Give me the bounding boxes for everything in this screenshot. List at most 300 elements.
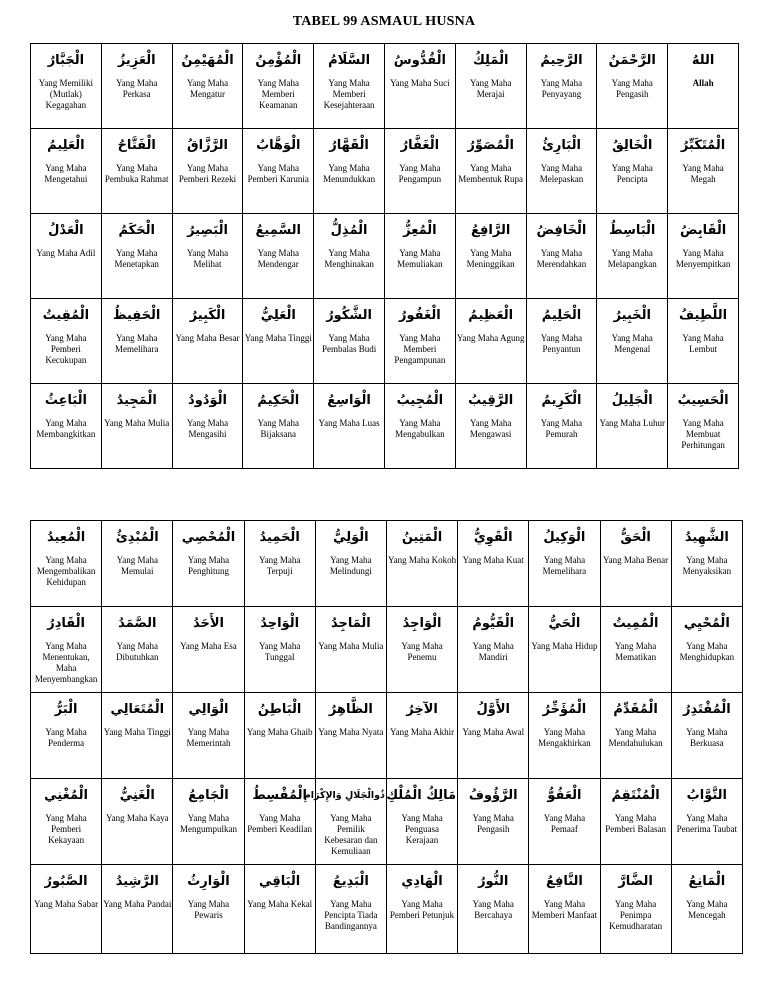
meaning-text: Yang Maha Tinggi (244, 333, 312, 343)
table-row (31, 779, 743, 865)
name-cell (172, 299, 243, 384)
arabic-name: الْغَفُورُ (399, 308, 441, 323)
arabic-name: الرَّشِيدُ (115, 874, 159, 889)
meaning-text: Yang Maha Pembalas Budi (321, 333, 377, 354)
name-cell (458, 779, 529, 865)
name-cell (244, 607, 315, 693)
table-row (31, 299, 739, 384)
meaning-text: Yang Maha Pemurah (540, 418, 583, 439)
meaning-text: Yang Maha Memelihara (114, 333, 159, 354)
arabic-name: الْهَادِي (401, 874, 443, 889)
meaning-text: Yang Maha Pemilik Kebesaran dan Kemuliaan (324, 813, 378, 856)
meaning-text: Yang Maha Menyempitkan (675, 248, 731, 269)
meaning-text: Yang Maha Esa (180, 641, 237, 651)
arabic-name: الْحَيُّ (548, 616, 581, 631)
name-cell (101, 299, 172, 384)
meaning-text: Yang Maha Penderma (45, 727, 87, 748)
arabic-name: الْمُؤَخِّرُ (542, 702, 587, 717)
arabic-name: الْبَارِئُ (542, 138, 581, 153)
name-cell (529, 607, 600, 693)
name-cell (173, 865, 244, 954)
name-cell (455, 129, 526, 214)
arabic-name: الْعَدْلُ (48, 223, 84, 238)
meaning-text: Yang Maha Kaya (105, 813, 169, 823)
meaning-text: Yang Maha Merendahkan (536, 248, 587, 269)
arabic-name: الصَّمَدُ (118, 616, 157, 631)
arabic-name: الْبَاطِنُ (257, 702, 302, 717)
meaning-text: Yang Maha Penyayang (540, 78, 583, 99)
name-cell (314, 129, 385, 214)
meaning-text: Yang Maha Mencegah (686, 899, 728, 920)
name-cell (455, 44, 526, 129)
name-cell (31, 384, 102, 469)
arabic-name: الْخَبِيرُ (613, 308, 651, 323)
name-cell (529, 865, 600, 954)
meaning-text: Yang Maha Terpuji (258, 555, 301, 576)
table-row (31, 521, 743, 607)
name-cell (529, 693, 600, 779)
arabic-name: الْقَادِرُ (47, 616, 85, 631)
name-cell (173, 607, 244, 693)
arabic-name: الْمُتَكَبِّرُ (680, 138, 726, 153)
meaning-text: Yang Maha Pemberi Kekayaan (45, 813, 87, 845)
name-cell (101, 214, 172, 299)
name-cell (597, 44, 668, 129)
arabic-name: الْعَفُوُّ (547, 788, 582, 803)
name-cell (315, 607, 386, 693)
arabic-name: الظَّاهِرُ (328, 702, 373, 717)
meaning-text: Yang Maha Benar (603, 555, 669, 565)
arabic-name: الْبَدِيعُ (332, 874, 369, 889)
arabic-name: الْبَصِيرُ (187, 223, 228, 238)
meaning-text: Yang Maha Pemberi Rezeki (178, 163, 237, 184)
name-cell (31, 865, 102, 954)
table-row (31, 607, 743, 693)
name-cell (668, 299, 739, 384)
arabic-name: اللَّطِيفُ (679, 308, 728, 323)
table-row (31, 865, 743, 954)
arabic-name: الْوَلِيُّ (333, 530, 369, 545)
name-cell (314, 44, 385, 129)
name-cell (526, 44, 597, 129)
meaning-text: Yang Maha Memuliakan (397, 248, 443, 269)
meaning-text: Yang Maha Penyantun (540, 333, 583, 354)
arabic-name: التَّوَّابُ (686, 788, 727, 803)
arabic-name: الْعَلِيمُ (47, 138, 85, 153)
asmaul-husna-table-1 (30, 43, 739, 469)
meaning-text: Yang Maha Pengasih (611, 78, 653, 99)
arabic-name: الضَّارَّ (618, 874, 653, 889)
name-cell (314, 299, 385, 384)
name-cell (243, 129, 314, 214)
meaning-text: Yang Maha Tinggi (103, 727, 171, 737)
meaning-text: Yang Maha Luhur (599, 418, 666, 428)
arabic-name: الْبَرُّ (54, 702, 78, 717)
arabic-name: الرَّافِعُ (471, 223, 511, 238)
arabic-name: الآخِرُ (406, 702, 438, 717)
name-cell (671, 779, 742, 865)
meaning-text: Yang Maha Nyata (318, 727, 384, 737)
name-cell (671, 865, 742, 954)
arabic-name: الْقَوِيُّ (473, 530, 513, 545)
name-cell (244, 693, 315, 779)
arabic-name: الْحَفِيظُ (113, 308, 161, 323)
arabic-name: الْقَهَّارُ (329, 138, 369, 153)
name-cell (458, 521, 529, 607)
meaning-text: Yang Maha Memberi Manfaat (531, 899, 598, 920)
arabic-name: الْغَفَّارُ (400, 138, 440, 153)
arabic-name: الرَّؤُوفُ (468, 788, 518, 803)
arabic-name: الْمَانِعُ (688, 874, 726, 889)
arabic-name: الْجَامِعُ (188, 788, 229, 803)
arabic-name: الْعَزِيزُ (117, 53, 156, 68)
name-cell (172, 384, 243, 469)
name-cell (671, 693, 742, 779)
name-cell (315, 693, 386, 779)
meaning-text: Yang Maha Hidup (531, 641, 598, 651)
arabic-name: الْوَاسِعُ (327, 393, 371, 408)
meaning-text: Yang Maha Kuat (462, 555, 524, 565)
name-cell (526, 129, 597, 214)
arabic-name: الْخَالِقُ (612, 138, 653, 153)
arabic-name: الْمُنْتَقِمُ (611, 788, 660, 803)
meaning-text: Yang Maha Memerintah (186, 727, 231, 748)
arabic-name: الْمُقِيتُ (42, 308, 90, 323)
name-cell (386, 865, 457, 954)
name-cell (31, 693, 102, 779)
arabic-name: النَّافِعُ (545, 874, 583, 889)
arabic-name: الْقُدُّوسُ (393, 53, 446, 68)
meaning-text: Yang Maha Mulia (104, 418, 170, 428)
arabic-name: الْوَالِي (188, 702, 229, 717)
meaning-text: Yang Maha Pemberi Keadilan (247, 813, 313, 834)
name-cell (386, 693, 457, 779)
name-cell (172, 129, 243, 214)
arabic-name: الْمُصَوِّرُ (467, 138, 514, 153)
meaning-text: Yang Maha Menghidupkan (679, 641, 735, 662)
meaning-text: Yang Maha Sabar (34, 899, 99, 909)
meaning-text: Yang Maha Luas (318, 418, 380, 428)
name-cell (668, 214, 739, 299)
arabic-name: النُّورُ (478, 874, 509, 889)
meaning-text: Allah (692, 78, 714, 88)
meaning-text: Yang Maha Pewaris (187, 899, 230, 920)
name-cell (597, 299, 668, 384)
meaning-text: Yang Maha Pemberi Karunia (247, 163, 309, 184)
name-cell (384, 384, 455, 469)
arabic-name: الرَّحِيمُ (540, 53, 583, 68)
meaning-text: Yang Maha Penerima Taubat (676, 813, 738, 834)
arabic-name: الْمُحْيِي (683, 616, 730, 631)
arabic-name: الْوَاحِدُ (260, 616, 300, 631)
name-cell (172, 214, 243, 299)
meaning-text: Yang Maha Pembuka Rahmat (104, 163, 169, 184)
arabic-name: مَالِكُ الْمُلْكِ (386, 788, 457, 803)
arabic-name: الْحَسِيبُ (677, 393, 729, 408)
meaning-text: Yang Maha Pemberi Petunjuk (389, 899, 455, 920)
name-cell (314, 384, 385, 469)
arabic-name: الْحَكَمُ (118, 223, 155, 238)
arabic-name: الْمُمِيتُ (612, 616, 659, 631)
meaning-text: Yang Maha Perkasa (116, 78, 158, 99)
arabic-name: الْوَهَّابُ (256, 138, 301, 153)
name-cell (668, 44, 739, 129)
arabic-name: الْمُتَعَالِي (110, 702, 165, 717)
arabic-name: الْوَدُودُ (188, 393, 227, 408)
meaning-text: Yang Maha Bijaksana (257, 418, 299, 439)
arabic-name: الرَّقِيبُ (468, 393, 514, 408)
arabic-name: السَّمِيعُ (255, 223, 302, 238)
arabic-name: الْمُجِيبُ (396, 393, 444, 408)
meaning-text: Yang Maha Membangkitkan (36, 418, 96, 439)
meaning-text: Yang Maha Dibutuhkan (116, 641, 159, 662)
meaning-text: Yang Maha Melindungi (329, 555, 372, 576)
meaning-text: Yang Maha Menyaksikan (682, 555, 732, 576)
arabic-name: السَّلَامُ (328, 53, 371, 68)
name-cell (244, 865, 315, 954)
name-cell (244, 521, 315, 607)
meaning-text: Yang Maha Awal (462, 727, 525, 737)
page-title: TABEL 99 ASMAUL HUSNA (292, 14, 476, 29)
meaning-text: Yang Maha Memulai (116, 555, 158, 576)
name-cell (384, 44, 455, 129)
name-cell (600, 693, 671, 779)
meaning-text: Yang Maha Membuat Perhitungan (681, 418, 725, 450)
meaning-text: Yang Maha Mengetahui (44, 163, 88, 184)
arabic-name: الْحَكِيمُ (257, 393, 300, 408)
arabic-name: الْوَكِيلُ (543, 530, 586, 545)
name-cell (303, 779, 386, 865)
meaning-text: Yang Maha Tunggal (258, 641, 301, 662)
meaning-text: Yang Maha Mengawasi (469, 418, 512, 439)
arabic-name: الْوَارِثُ (187, 874, 230, 889)
arabic-name: الشَّهِيدُ (684, 530, 729, 545)
name-cell (384, 299, 455, 384)
name-cell (384, 129, 455, 214)
meaning-text: Yang Maha Pencipta Tiada Bandingannya (324, 899, 378, 931)
asmaul-husna-table-2 (30, 520, 743, 954)
arabic-name: ذُوالْجَلَالِ وَالإِكْرَامِ (303, 790, 385, 801)
meaning-text: Yang Maha Memberi Pengampunan (394, 333, 446, 365)
meaning-text: Yang Maha Mengasihi (186, 418, 229, 439)
meaning-text: Yang Maha Akhir (389, 727, 455, 737)
name-cell (102, 865, 173, 954)
arabic-name: الْمَجِيدُ (116, 393, 157, 408)
meaning-text: Yang Maha Melapangkan (607, 248, 657, 269)
name-cell (101, 384, 172, 469)
meaning-text: Yang Maha Agung (456, 333, 525, 343)
meaning-text: Yang Maha Megah (682, 163, 724, 184)
arabic-name: الْمُقَدِّمُ (613, 702, 658, 717)
meaning-text: Yang Maha Mulia (318, 641, 384, 651)
meaning-text: Yang Maha Ghaib (246, 727, 313, 737)
meaning-text: Yang Maha Merajai (470, 78, 512, 99)
meaning-text: Yang Maha Mandiri (472, 641, 514, 662)
name-cell (597, 129, 668, 214)
arabic-name: الْمُبْدِئُ (115, 530, 159, 545)
meaning-text: Yang Maha Mengumpulkan (179, 813, 237, 834)
meaning-text: Yang Maha Penghitung (187, 555, 230, 576)
name-cell (102, 607, 173, 693)
arabic-name: الْعَظِيمُ (468, 308, 514, 323)
name-cell (386, 521, 457, 607)
name-cell (526, 214, 597, 299)
name-cell (600, 865, 671, 954)
arabic-name: الشَّكُورُ (326, 308, 372, 323)
meaning-text: Yang Maha Memberi Kesejahteraan (323, 78, 375, 110)
arabic-name: الْوَاجِدُ (402, 616, 442, 631)
meaning-text: Yang Maha Kokoh (387, 555, 457, 565)
arabic-name: الْحَقُّ (620, 530, 651, 545)
name-cell (597, 214, 668, 299)
arabic-name: الْبَاسِطُ (609, 223, 656, 238)
name-cell (173, 693, 244, 779)
meaning-text: Yang Maha Memberi Keamanan (257, 78, 299, 110)
table-row (31, 693, 743, 779)
name-cell (455, 384, 526, 469)
name-cell (384, 214, 455, 299)
arabic-name: الْكَبِيرُ (189, 308, 226, 323)
meaning-text: Yang Maha Adil (36, 248, 96, 258)
meaning-text: Yang Maha Mengenal (611, 333, 653, 354)
name-cell (455, 214, 526, 299)
arabic-name: الْمُعِيدُ (46, 530, 86, 545)
arabic-name: الصَّبُورُ (44, 874, 88, 889)
meaning-text: Yang Maha Mengatur (186, 78, 229, 99)
arabic-name: الْمَتِينُ (401, 530, 443, 545)
meaning-text: Yang Maha Melihat (186, 248, 229, 269)
arabic-name: الْخَافِضُ (536, 223, 587, 238)
name-cell (31, 44, 102, 129)
name-cell (315, 865, 386, 954)
meaning-text: Yang Maha Kekal (247, 899, 313, 909)
name-cell (31, 214, 102, 299)
arabic-name: الْبَاعِثُ (44, 393, 87, 408)
arabic-name: الْغَنِيُّ (119, 788, 155, 803)
table-row (31, 384, 739, 469)
name-cell (458, 865, 529, 954)
arabic-name: الْحَلِيمُ (541, 308, 582, 323)
arabic-name: الأَحَدُ (192, 616, 224, 631)
arabic-name: الْبَاقِي (259, 874, 301, 889)
name-cell (529, 521, 600, 607)
name-cell (31, 299, 102, 384)
name-cell (243, 214, 314, 299)
name-cell (668, 384, 739, 469)
meaning-text: Yang Maha Mengabulkan (395, 418, 445, 439)
meaning-text: Yang Maha Penimpa Kemudharatan (609, 899, 663, 931)
name-cell (529, 779, 600, 865)
name-cell (526, 299, 597, 384)
name-cell (31, 521, 102, 607)
meaning-text: Yang Maha Menghinakan (324, 248, 374, 269)
meaning-text: Yang Maha Pemberi Balasan (605, 813, 666, 834)
arabic-name: الْفَتَّاحُ (117, 138, 156, 153)
arabic-name: الْعَلِيُّ (260, 308, 296, 323)
arabic-name: الْحَمِيدُ (259, 530, 300, 545)
meaning-text: Yang Maha Memelihara (542, 555, 587, 576)
arabic-name: الْقَيُّومُ (472, 616, 515, 631)
meaning-text: Yang Maha Menetapkan (114, 248, 159, 269)
meaning-text: Yang Maha Mengakhirkan (538, 727, 591, 748)
meaning-text: Yang Maha Menentukan, Maha Menyembangkan (34, 641, 98, 684)
meaning-text: Yang Maha Lembut (682, 333, 724, 354)
name-cell (243, 384, 314, 469)
meaning-text: Yang Memiliki (Mutlak) Kegagahan (38, 78, 94, 110)
name-cell (671, 521, 742, 607)
meaning-text: Yang Maha Suci (390, 78, 450, 88)
arabic-name: الْمُغْنِي (44, 788, 89, 803)
meaning-text: Yang Maha Meninggikan (466, 248, 515, 269)
name-cell (458, 693, 529, 779)
meaning-text: Yang Maha Mematikan (614, 641, 657, 662)
table-row (31, 44, 739, 129)
meaning-text: Yang Maha Mendengar (257, 248, 299, 269)
meaning-text: Yang Maha Bercahaya (472, 899, 514, 920)
name-cell (597, 384, 668, 469)
name-cell (31, 129, 102, 214)
table-row (31, 214, 739, 299)
arabic-name: الْكَرِيمُ (541, 393, 582, 408)
name-cell (102, 779, 173, 865)
meaning-text: Yang Maha Mengembalikan Kehidupan (36, 555, 96, 587)
name-cell (600, 607, 671, 693)
meaning-text: Yang Maha Berkuasa (686, 727, 728, 748)
meaning-text: Yang Maha Melepaskan (539, 163, 584, 184)
arabic-name: الرَّزَّاقُ (186, 138, 228, 153)
meaning-text: Yang Maha Penemu (401, 641, 443, 662)
meaning-text: Yang Maha Penguasa Kerajaan (401, 813, 443, 845)
arabic-name: الْمُعِزُّ (403, 223, 437, 238)
arabic-name: الْمَلِكُ (472, 53, 509, 68)
meaning-text: Yang Maha Pengasih (472, 813, 514, 834)
name-cell (386, 607, 457, 693)
name-cell (173, 521, 244, 607)
name-cell (172, 44, 243, 129)
name-cell (243, 44, 314, 129)
arabic-name: الْمَاجِدُ (330, 616, 371, 631)
meaning-text: Yang Maha Pandai (103, 899, 172, 909)
meaning-text: Yang Maha Pemaaf (543, 813, 586, 834)
arabic-name: الْمُهَيْمِنُ (181, 53, 234, 68)
meaning-text: Yang Maha Mendahulukan (608, 727, 663, 748)
name-cell (458, 607, 529, 693)
name-cell (386, 779, 457, 865)
meaning-text: Yang Maha Pencipta (611, 163, 653, 184)
arabic-name: الْمُذِلُّ (330, 223, 368, 238)
meaning-text: Yang Maha Pemberi Kecukupan (45, 333, 87, 365)
name-cell (600, 779, 671, 865)
name-cell (101, 44, 172, 129)
name-cell (526, 384, 597, 469)
arabic-name: الْمُحْصِي (181, 530, 236, 545)
name-cell (314, 214, 385, 299)
arabic-name: الْجَبَّارُ (47, 53, 85, 68)
name-cell (102, 693, 173, 779)
arabic-name: اللهُ (691, 53, 715, 68)
name-cell (600, 521, 671, 607)
arabic-name: الْمُقْتَدِرُ (682, 702, 731, 717)
arabic-name: الرَّحْمَنُ (608, 53, 656, 68)
meaning-text: Yang Maha Menundukkan (323, 163, 376, 184)
arabic-name: الْجَلِيلُ (611, 393, 653, 408)
meaning-text: Yang Maha Pengampun (398, 163, 442, 184)
arabic-name: الْقَابِضُ (679, 223, 727, 238)
name-cell (102, 521, 173, 607)
name-cell (173, 779, 244, 865)
name-cell (671, 607, 742, 693)
name-cell (315, 521, 386, 607)
